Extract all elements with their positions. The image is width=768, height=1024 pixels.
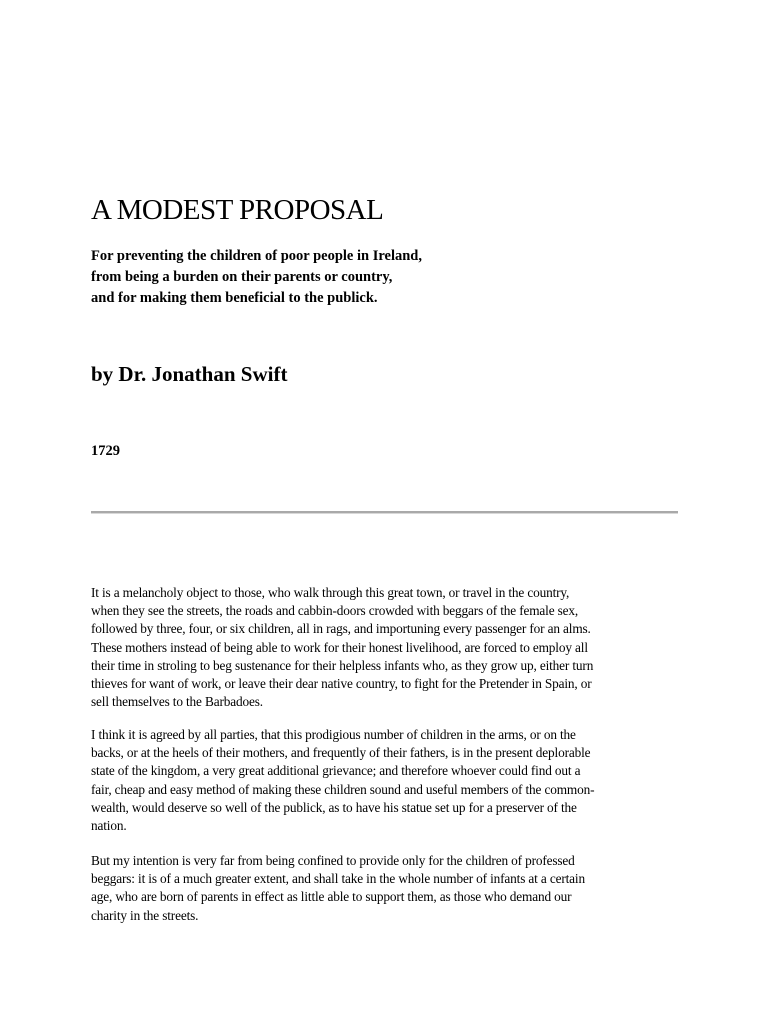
paragraph-line: their time in stroling to beg sustenance for their helpless infants who, as they grow up, either turn bbox=[91, 657, 594, 673]
paragraph-line: backs, or at the heels of their mothers, and frequently of their fathers, is in the present deplorable bbox=[91, 745, 591, 761]
paragraph-2 bbox=[91, 726, 691, 835]
paragraph-line: wealth, would deserve so well of the publick, as to have his statue set up for a preserver of the bbox=[91, 799, 577, 815]
paragraph-line: state of the kingdom, a very great additional grievance; and therefore whoever could find out a bbox=[91, 763, 581, 779]
paragraph-line: when they see the streets, the roads and cabbin-doors crowded with beggars of the female sex, bbox=[91, 603, 579, 619]
subtitle-line: from being a burden on their parents or country, bbox=[91, 269, 393, 285]
paragraph-line: These mothers instead of being able to work for their honest livelihood, are forced to employ all bbox=[91, 639, 588, 655]
document-author: by Dr. Jonathan Swift bbox=[91, 362, 288, 386]
paragraph-line: sell themselves to the Barbadoes. bbox=[91, 694, 263, 710]
paragraph-line: thieves for want of work, or leave their dear native country, to fight for the Pretender in Spain, or bbox=[91, 676, 592, 692]
paragraph-3 bbox=[91, 852, 691, 925]
subtitle-line: For preventing the children of poor people in Ireland, bbox=[91, 248, 422, 264]
paragraph-line: I think it is agreed by all parties, that this prodigious number of children in the arms, or on the bbox=[91, 727, 576, 742]
paragraph-line: nation. bbox=[91, 818, 127, 834]
paragraph-line: age, who are born of parents in effect as little able to support them, as those who demand our bbox=[91, 889, 572, 905]
document-year: 1729 bbox=[91, 443, 120, 459]
paragraph-line: But my intention is very far from being confined to provide only for the children of professed bbox=[91, 853, 575, 868]
document-title: A MODEST PROPOSAL bbox=[91, 194, 384, 226]
paragraph-line: It is a melancholy object to those, who walk through this great town, or travel in the country, bbox=[91, 585, 570, 600]
subtitle-line: and for making them beneficial to the publick. bbox=[91, 290, 378, 306]
paragraph-1 bbox=[91, 584, 691, 711]
paragraph-line: charity in the streets. bbox=[91, 907, 199, 923]
paragraph-line: beggars: it is of a much greater extent, and shall take in the whole number of infants at a certain bbox=[91, 871, 585, 887]
horizontal-divider bbox=[91, 511, 678, 514]
paragraph-line: followed by three, four, or six children, all in rags, and importuning every passenger for an alms. bbox=[91, 621, 591, 637]
document-subtitle bbox=[91, 246, 422, 309]
paragraph-line: fair, cheap and easy method of making these children sound and useful members of the common- bbox=[91, 781, 595, 797]
